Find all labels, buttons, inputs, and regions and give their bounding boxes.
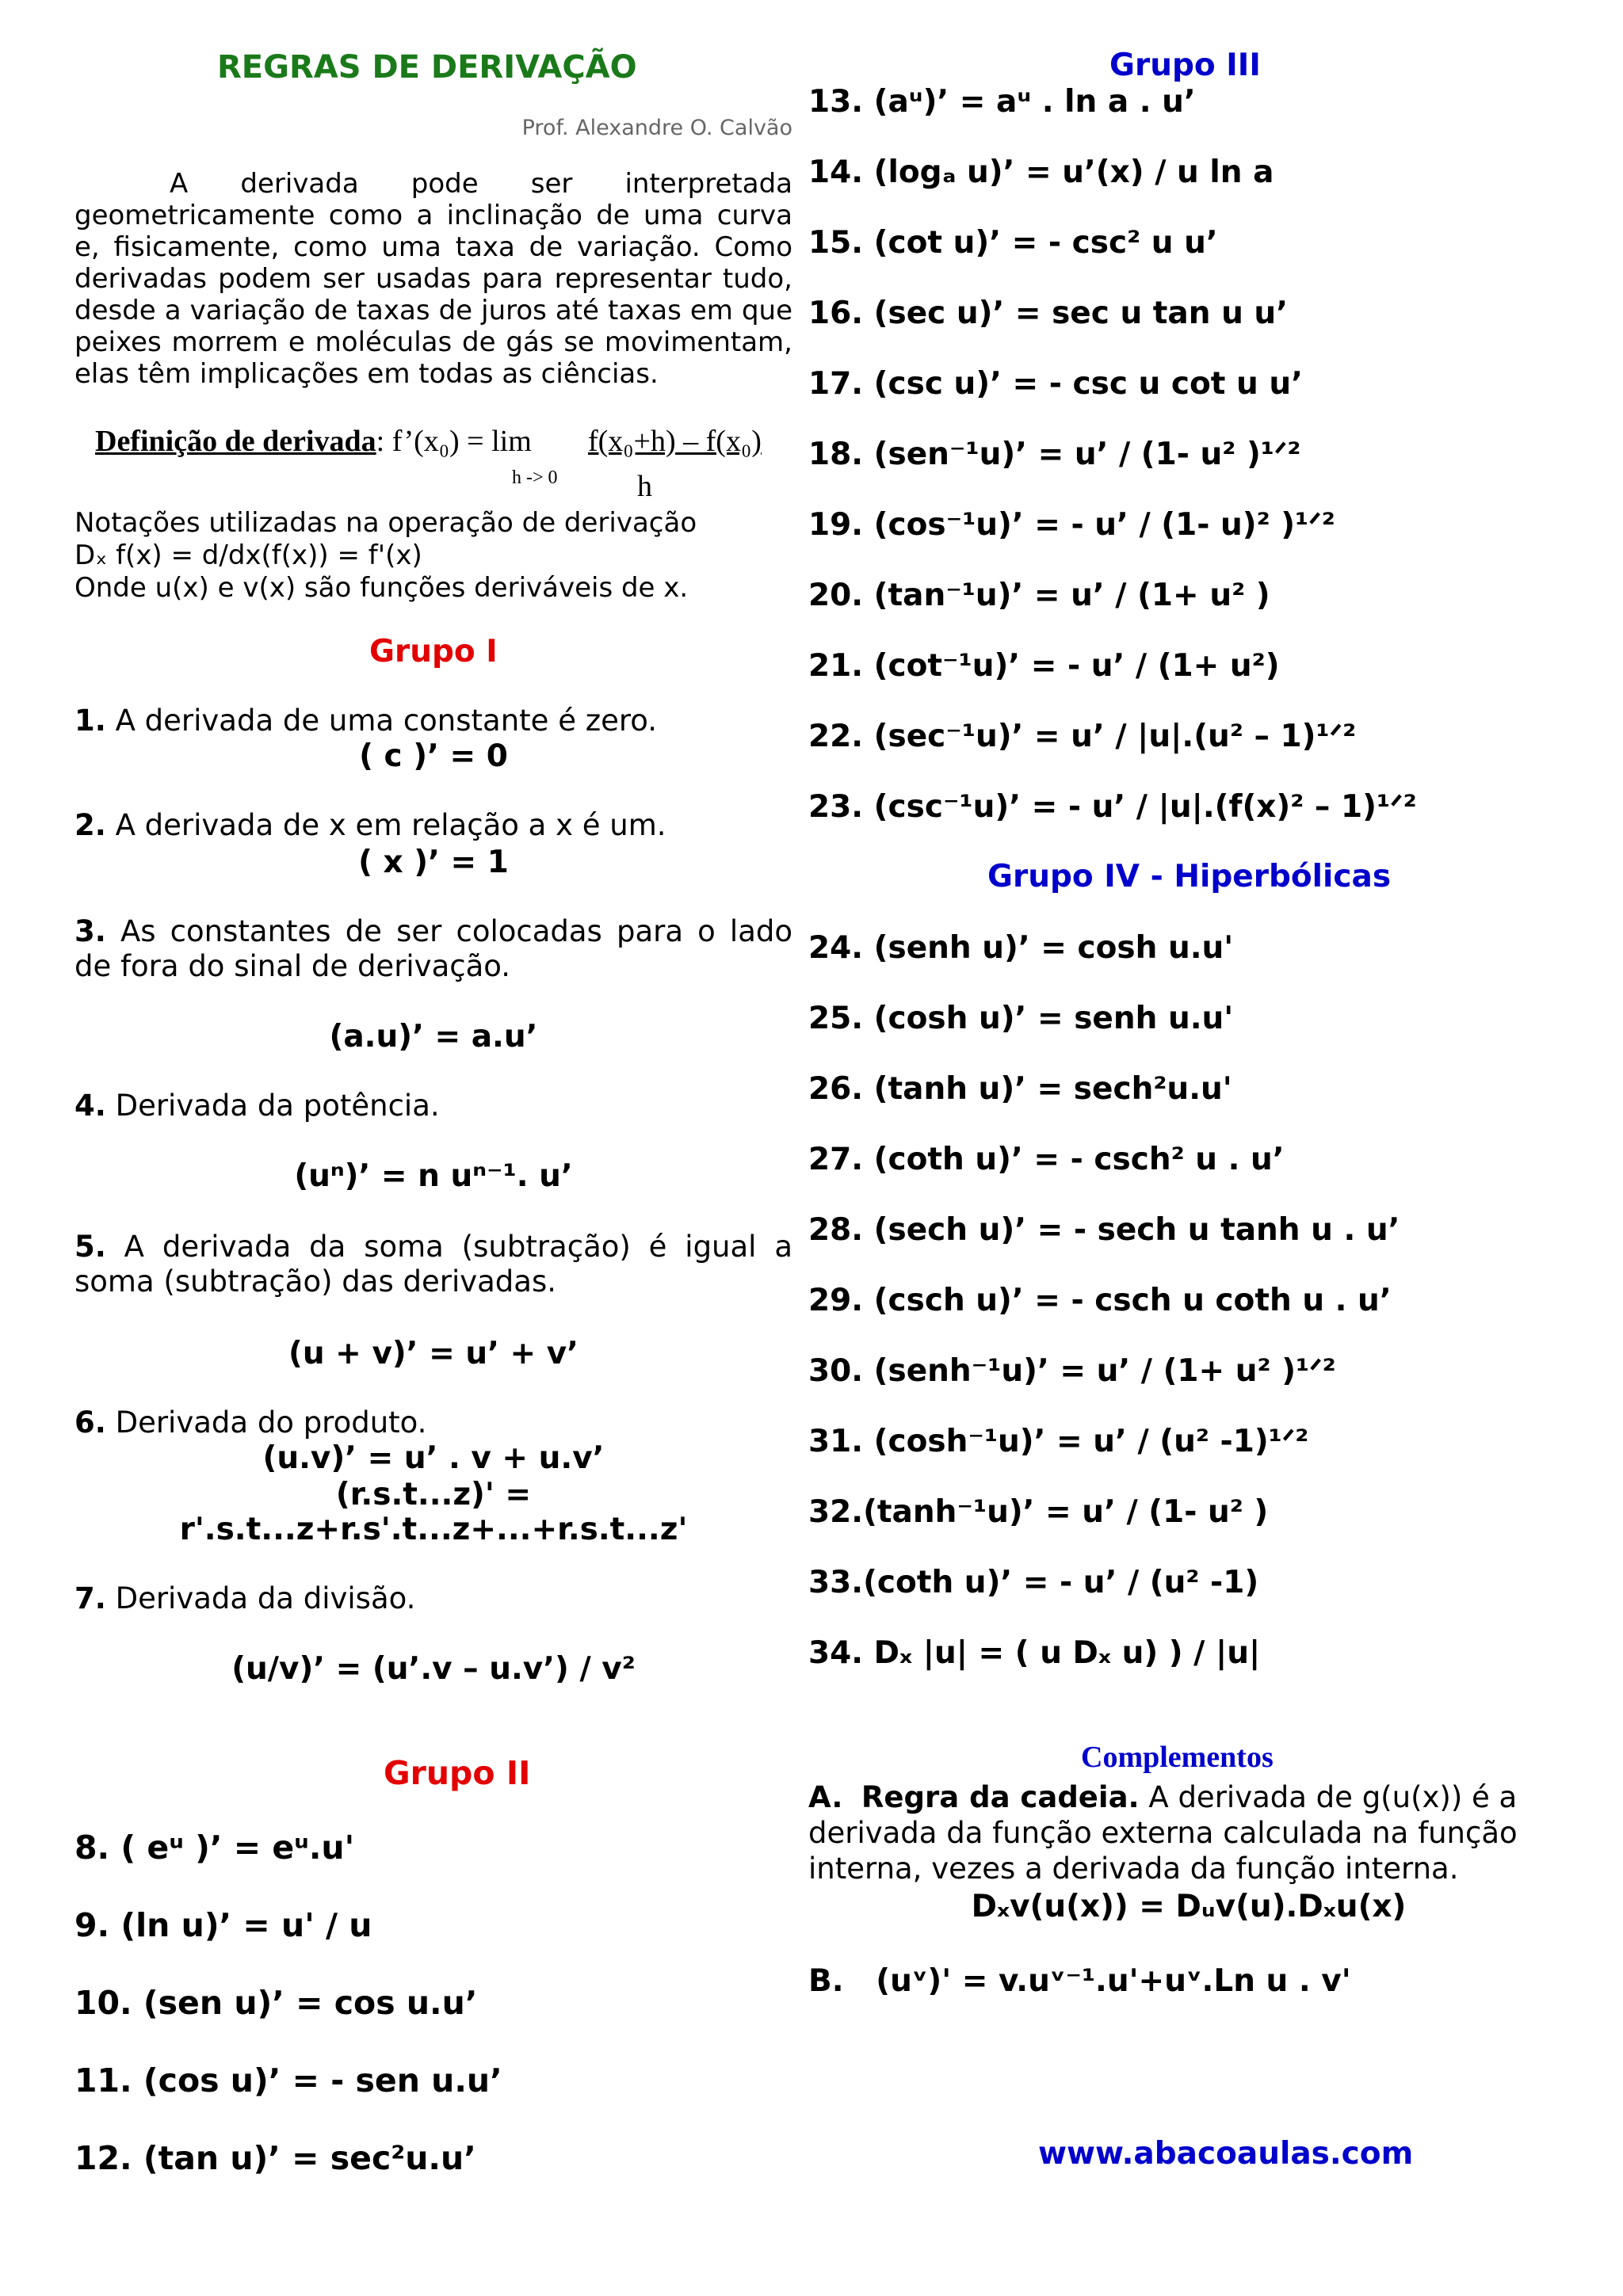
rule-9: 9. (ln u)’ = u' / u [74,1906,372,1944]
rule-5-text: 5. A derivada da soma (subtração) é igual a soma (subtração) das derivadas. [74,1230,792,1299]
rule-22: 22. (sec⁻¹u)’ = u’ / |u|.(u² – 1)¹ᐟ² [808,719,1357,754]
rule-21: 21. (cot⁻¹u)’ = - u’ / (1+ u²) [808,648,1280,684]
definition-label: Definição de derivada [95,425,376,458]
rule-1-formula: ( c )’ = 0 [359,738,508,774]
rule-6-formula-2: (r.s.t...z)' = [335,1477,532,1512]
rule-27: 27. (coth u)’ = - csch² u . u’ [808,1142,1285,1177]
rule-20: 20. (tan⁻¹u)’ = u’ / (1+ u² ) [808,578,1270,613]
group-2-title: Grupo II [384,1754,531,1792]
rule-15: 15. (cot u)’ = - csc² u u’ [808,225,1218,261]
page-title: REGRAS DE DERIVAÇÃO [217,49,637,86]
rule-2-text: 2. A derivada de x em relação a x é um. [74,808,666,842]
rule-24: 24. (senh u)’ = cosh u.u' [808,930,1234,966]
complement-b-label: B. [808,1963,844,1999]
author-line: Prof. Alexandre O. Calvão [521,116,792,140]
complement-b-formula: (uᵛ)' = v.uᵛ⁻¹.u'+uᵛ.Ln u . v' [876,1963,1351,1999]
rule-34: 34. Dₓ |u| = ( u Dₓ u) ) / |u| [808,1635,1261,1671]
complement-a-title: Regra da cadeia. [861,1780,1140,1814]
notation-line-3: Onde u(x) e v(x) são funções deriváveis de x. [74,572,689,604]
complement-a-text: A derivada de g(u(x)) é a derivada da função externa calculada na função interna, vezes a derivada da função interna. [808,1780,1518,1886]
rule-7-text: 7. Derivada da divisão. [74,1581,416,1615]
rule-13: 13. (aᵘ)’ = aᵘ . ln a . u’ [808,84,1196,120]
rule-3-formula: (a.u)’ = a.u’ [329,1019,538,1055]
intro-paragraph-text: A derivada pode ser interpretada geometricamente como a inclinação de uma curva e, fisicamente, como uma taxa de variação. Como derivadas podem ser usadas para representar tudo, desde a variação de taxas de juros até taxas em que peixes morrem e moléculas de gás se movimentam, elas têm implicações em todas as ciências. [74,168,792,390]
rule-6-formula-1: (u.v)’ = u’ . v + u.v’ [262,1440,605,1476]
rule-11: 11. (cos u)’ = - sen u.u’ [74,2061,502,2100]
complement-a-formula: Dₓv(u(x)) = Dᵤv(u).Dₓu(x) [971,1889,1407,1924]
complements-title: Complementos [1081,1741,1274,1774]
definition-lhs: f’(x₀) = lim [391,425,532,458]
group-3-title: Grupo III [1109,48,1261,83]
rule-31: 31. (cosh⁻¹u)’ = u’ / (u² -1)¹ᐟ² [808,1424,1309,1459]
rule-17: 17. (csc u)’ = - csc u cot u u’ [808,366,1303,402]
rule-10: 10. (sen u)’ = cos u.u’ [74,1984,478,2022]
rule-12: 12. (tan u)’ = sec²u.u’ [74,2139,476,2177]
rule-23: 23. (csc⁻¹u)’ = - u’ / |u|.(f(x)² – 1)¹ᐟ² [808,789,1417,825]
rule-28: 28. (sech u)’ = - sech u tanh u . u’ [808,1212,1400,1248]
complement-a [808,1779,1569,1886]
rule-8: 8. ( eᵘ )’ = eᵘ.u' [74,1829,355,1867]
rule-32: 32.(tanh⁻¹u)’ = u’ / (1- u² ) [808,1494,1269,1530]
rule-5-formula: (u + v)’ = u’ + v’ [288,1336,579,1371]
definition-denominator: h [637,470,652,503]
rule-2-formula: ( x )’ = 1 [358,845,509,880]
group-1-title: Grupo I [369,634,498,669]
rule-18: 18. (sen⁻¹u)’ = u’ / (1- u² )¹ᐟ² [808,437,1301,472]
rule-29: 29. (csch u)’ = - csch u coth u . u’ [808,1283,1392,1318]
rule-3-text: 3. As constantes de ser colocadas para o lado de fora do sinal de derivação. [74,914,792,983]
rule-16: 16. (sec u)’ = sec u tan u u’ [808,296,1289,331]
intro-paragraph [74,168,792,390]
complement-a-label: A. [808,1780,843,1814]
notation-line-2: Dₓ f(x) = d/dx(f(x)) = f'(x) [74,540,422,571]
rule-14: 14. (logₐ u)’ = u’(x) / u ln a [808,154,1274,190]
rule-25: 25. (cosh u)’ = senh u.u' [808,1001,1234,1036]
notation-line-1: Notações utilizadas na operação de derivação [74,507,697,539]
rule-1-text: 1. A derivada de uma constante é zero. [74,704,658,738]
website-link[interactable]: www.abacoaulas.com [1038,2136,1414,2172]
rule-4-text: 4. Derivada da potência. [74,1089,440,1123]
complement-b [808,1963,1351,1999]
rule-33: 33.(coth u)’ = - u’ / (u² -1) [808,1565,1259,1600]
rule-6-formula-3: r'.s.t...z+r.s'.t...z+...+r.s.t...z' [179,1512,688,1547]
definition-numerator: f(x₀+h) – f(x₀) [588,425,762,458]
rule-19: 19. (cos⁻¹u)’ = - u’ / (1- u)² )¹ᐟ² [808,507,1335,543]
rule-4-formula: (uⁿ)’ = n uⁿ⁻¹. u’ [294,1158,573,1194]
rule-6-text: 6. Derivada do produto. [74,1405,427,1440]
definition-limit: h -> 0 [512,467,558,488]
definition-block: Definição de derivada: f’(x₀) = lim [95,425,532,458]
rule-7-formula: (u/v)’ = (u’.v – u.v’) / v² [231,1651,636,1687]
group-4-title: Grupo IV - Hiperbólicas [987,859,1392,894]
rule-26: 26. (tanh u)’ = sech²u.u' [808,1071,1232,1107]
rule-30: 30. (senh⁻¹u)’ = u’ / (1+ u² )¹ᐟ² [808,1353,1336,1389]
